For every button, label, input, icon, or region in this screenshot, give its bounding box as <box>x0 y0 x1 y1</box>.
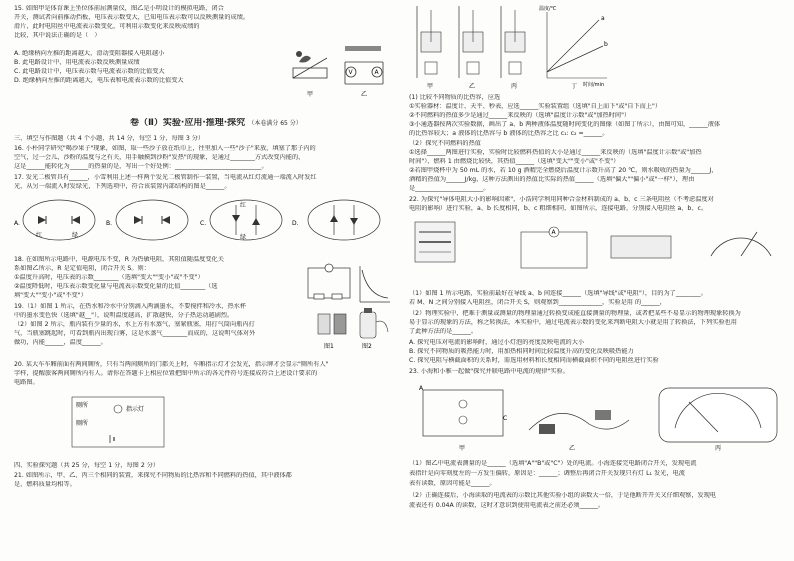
q23-circuit-a <box>419 385 507 452</box>
q15-figure <box>285 38 395 100</box>
q22-line-1: 22. 为探究"导体电阻大小的影响因素"，小浩同学利用同种合金材料制成的 a、b、c 三条电阻丝（不考虑温度对 <box>409 196 714 203</box>
q15-fig-label-a: 甲 <box>307 91 314 98</box>
svg-text:红: 红 <box>240 202 247 209</box>
svg-text:丙: 丙 <box>715 445 722 452</box>
q22-figure <box>411 216 787 280</box>
q18-line-2: 系如图乙所示，R 是定值电阻，闭合开关 S。则： <box>14 265 150 272</box>
q23-heading: 23. 小海和小雅一起做"探究并联电路中电流的规律"实验。 <box>409 368 569 375</box>
q15-option-a: A. 绝缘柄向左推的距离越大，滑动变阻器接入电阻越小 <box>14 50 165 57</box>
q17-option-d <box>292 200 380 240</box>
q17-option-c <box>200 200 282 241</box>
q21-r-4: ③小通透器按两次实验数据，画出了 a、b 两种液体温度随时间变化的图像（如图丁所示），由图可知，______液体 <box>409 121 721 128</box>
q19-figure <box>316 304 394 352</box>
q23-figure <box>419 380 785 456</box>
q19-line-2: 中的墨水变色快（选填"越__"），说明温度越高，扩散越快，分子热运动越剧烈。 <box>14 312 234 319</box>
q19-line-3: （2）如图 2 所示，瓶内装有少量的水，水上方有水蒸气，塞紧瓶塞，用打气筒向瓶内打 <box>14 321 255 328</box>
q18-line-1: 18. 在如图所示电路中，电源电压不变，R 为热敏电阻，其阻值随温度变化关 <box>14 256 224 263</box>
q22-r-8: C. 探究电阻与横截面积的关系时，需选用材料和长度相同而横截面积不同的电阻丝进行实验 <box>409 357 659 364</box>
svg-text:A: A <box>551 229 556 236</box>
q15-stem-1: 15. 如图甲是体育课上坐位体前屈测量仪，图乙是小明设计的模拟电路，闭合 <box>14 5 224 12</box>
q22-r-7: B. 探究不同物质的吸热能力时，用加热相同时间比较温度升高的变化反映吸热能力 <box>409 348 634 355</box>
q21-r-5: 的比热容较大；a 液体的比热容与 b 液体的比热容之比 c₁: c₂ =______。 <box>409 130 609 137</box>
q20-line-1: 20. 某大车车厢前面有两间厕所，只有当两间厕所的门都关上时，车厢指示灯才会发光，指示牌才会显示"厕所有人" <box>14 361 329 368</box>
part3-heading: 三、填空与作图题（共 4 个小题，共 14 分，每空 1 分，每图 3 分） <box>14 135 205 142</box>
apparatus-a <box>417 6 441 90</box>
svg-text:时间/min: 时间/min <box>583 82 605 88</box>
q15-option-b: B. 此电路设计中，用电流表示数反映测量成绩 <box>14 59 140 66</box>
q19-line-1: 19.（1）如图 1 所示，在热水和冷水中分别滴入两滴墨水，不要搅拌和冷水，热水杯 <box>14 303 247 310</box>
q18-line-5: 填"变大""变小"或"不变"） <box>14 292 87 299</box>
q17-line-1: 17. 发光二极管具有______，小雪利用上述一样两个发光二极管制作一装置，当电流从红灯流通一端流入时发红 <box>14 174 317 181</box>
svg-text:丁: 丁 <box>571 83 578 90</box>
q20-label-toilet-2: 厕所 <box>76 420 89 427</box>
q15-fig-label-b: 乙 <box>361 91 368 98</box>
q18-line-4: ②温度降低时，电压表示数变化量与电流表示数变化量的比值________（选 <box>14 283 218 290</box>
svg-text:红: 红 <box>36 232 43 239</box>
q22-r-6: A. 探究电压对电流的影响时，通过小灯泡的亮度反映电流的大小 <box>409 339 585 346</box>
svg-text:温度/℃: 温度/℃ <box>539 6 557 12</box>
q21-r-9: ②若图甲烧杯中为 50 mL 的水，若 10 g 酒精完全燃烧后温度计示数升高了 20 ℃，则水吸收的热量为______J， <box>409 167 718 174</box>
left-column <box>10 0 396 561</box>
q23-r-4: （2）正确连接后，小海读取的电流表的示数比其他实验小组的读数大一倍，于是他断开开关又仔细观察，发现电 <box>409 492 717 499</box>
svg-text:a: a <box>601 15 605 22</box>
svg-text:V: V <box>348 69 353 76</box>
q15-option-d: D. 绝缘柄向左推的距离越大，电压表和电流表示数的比值变大 <box>14 77 184 84</box>
q17-options-figure <box>14 195 394 245</box>
section-note: （本卷满分 65 分） <box>248 120 302 127</box>
apparatus-c <box>501 6 525 90</box>
q19-line-4: 气，当瓶塞跳起时，可看到瓶内出现白雾，这是水蒸气________而成的，这说明气体对外 <box>14 330 256 337</box>
q23-r-1: （1）图乙中电流表测量的是______（选填"A""B"或"C"）处的电流。小海连接完电路闭合开关，发现电流 <box>409 460 697 467</box>
q22-line-2: 电阻的影响）进行实验，a、b 长度相同，b、c 粗细相同，如图所示，连接电路，分别接入电阻丝 a、b、c。 <box>409 205 708 212</box>
q15-option-c: C. 此电路设计中，电压表示数与电流表示数的比值变大 <box>14 68 165 75</box>
q15-stem-4: 比较，其中说法正确的是（ ） <box>14 32 101 39</box>
q17-option-b <box>106 200 188 240</box>
q17-line-2: 光，从另一端流入时发绿光，下列选项中，符合该装置内部结构的图是______。 <box>14 183 231 190</box>
svg-text:D.: D. <box>292 220 299 227</box>
q20-label-toilet-1: 厕所 <box>76 402 89 409</box>
svg-text:绿: 绿 <box>240 234 247 241</box>
q16-line-2: 空气，过一会儿，沙粉的温度与之有关，用手触摸到沙粉"发热"的现象，是通过________方式改变内能的， <box>14 154 305 161</box>
svg-text:C: C <box>503 415 508 422</box>
q21-r-10: 酒精的热值为______J/kg，这种方法测出的热值比实际的热值______（选填"偏大""偏小"或"一样"），理由 <box>409 176 695 183</box>
q16-line-1: 16. 小朴同学研究"喝沙果子"现象，如图，取一些沙子放在纸巾上，往里加入一些"沙子"来放，填塞了那子内的 <box>14 145 316 152</box>
q21-line-2: 是、燃料质量均相等。 <box>14 481 76 488</box>
svg-text:A.: A. <box>14 220 20 227</box>
section-title-text: 卷（Ⅱ）实验·应用·推理·探究 <box>130 118 246 128</box>
q23-r-5: 流表还有 0.04A 的读数，这时才意识到使用电流表之前还必须______。 <box>409 502 605 509</box>
q21-r-2: ①实验器材：温度计、天平、秒表，应选______实验装置组（选填"自上而下"或"自下而上"） <box>409 103 662 110</box>
q21-r-7: ①选择______两图进行实验，实验时比较燃料热值的大小是通过______来反映的（选填"温度计示数"或"加热 <box>409 149 702 156</box>
q22-r-1: （1）如图 1 所示电路，实验前最好在导线 a、b 间连接______（选填"导线"或"电阻"），目的为了________。 <box>409 290 707 297</box>
q23-r-2: 表指针是向零刻度左的一方发生偏转，原因是：______；调整后再闭合开关发现只有灯 L₁ 发光，电流 <box>409 470 685 477</box>
q23-r-3: 表有读数，原因可能是______。 <box>409 480 496 487</box>
q22-r-4: 易于显示的现象的方法，称之转换法，本实验中，通过电流表示数的变化来判断电阻大小就是用了转换法，下列实验也用 <box>409 319 737 326</box>
svg-text:B.: B. <box>106 220 113 227</box>
q21-r-11: 是______________________。 <box>409 185 490 192</box>
q23-ammeter <box>659 388 777 452</box>
q17-option-a <box>14 200 95 240</box>
svg-text:甲: 甲 <box>427 83 434 90</box>
part4-heading: 四、实验探究题（共 25 分，每空 1 分，每图 2 分） <box>14 462 160 469</box>
q20-line-2: 字样，提醒旅客两间厕所内有人。请你在答题卡上相应位置把图中所示的各元件符号连接成符合上述设计要求的 <box>14 370 318 377</box>
q22-r-2: 若 M、N 之间分别接入电阻丝，闭合开关 S，则观察到______________，实验是用 的______， <box>409 299 666 306</box>
q20-figure <box>70 395 166 449</box>
svg-text:A: A <box>419 385 424 392</box>
svg-text:b: b <box>604 41 608 48</box>
svg-text:乙: 乙 <box>569 445 576 452</box>
q21-r-8: 时间"），燃料 1 由燃烧比较快，其热值______（选填"变大""变小"或"不变"） <box>409 158 620 165</box>
q21-line-1: 21. 如图所示，甲、乙、丙三个相同的装置，来探究不同物质的比热容和不同燃料的热值，其中液体都 <box>14 472 292 479</box>
q16-line-3: 这是______能转化为______的热量的是，写出一个好处例：____________________________。 <box>14 163 268 170</box>
svg-text:C.: C. <box>200 220 207 227</box>
q15-stem-2: 开关，测试者向前推动挡板，电压表示数变大，已知电压表示数可以反映测量的成绩。 <box>14 14 250 21</box>
q18-line-3: ①温度升高时，电压表的示数________（选填"变大""变小"或"不变"） <box>14 274 204 281</box>
apparatus-b <box>459 6 483 90</box>
right-column <box>405 0 789 561</box>
q21-r-6: （2）探究不同燃料的热值 <box>409 140 481 147</box>
svg-text:丙: 丙 <box>511 83 518 90</box>
q20-label-lamp: 指示灯 <box>126 406 145 413</box>
q19-line-5: 做功，内能______，温度______。 <box>14 339 107 346</box>
q20-line-3: 电路图。 <box>14 379 39 386</box>
svg-text:A: A <box>374 69 379 76</box>
q21-r-3: ②不同燃料的热值多少是通过______来反映的（选填"温度计示数"或"加热时间"） <box>409 112 631 119</box>
q19-fig-1-label: 图1 <box>324 343 334 350</box>
temperature-graph <box>539 5 608 90</box>
q15-stem-3: 滑片，此时电阻丝中电流表示数变化，可利用示数变化来反映成绩的 <box>14 23 200 30</box>
q21-r-1: (1) 比较不同物质的比热容，应选 <box>409 94 501 101</box>
q21-apparatus-figure <box>407 2 787 90</box>
section-title <box>130 118 302 129</box>
svg-text:绿: 绿 <box>72 232 79 239</box>
q23-circuit-b <box>529 410 629 452</box>
q22-r-3: （2）物理实验中，把难于测量或测量的物理量通过转换变成能直接测量的物理量，或者把某些不易显示的物理现象转换为 <box>409 310 741 317</box>
q18-figure <box>306 262 392 310</box>
svg-text:甲: 甲 <box>459 445 466 452</box>
q19-fig-2-label: 图2 <box>362 343 372 350</box>
svg-text:乙: 乙 <box>469 83 476 90</box>
q22-r-5: 了此种方法的是______。 <box>409 328 478 335</box>
